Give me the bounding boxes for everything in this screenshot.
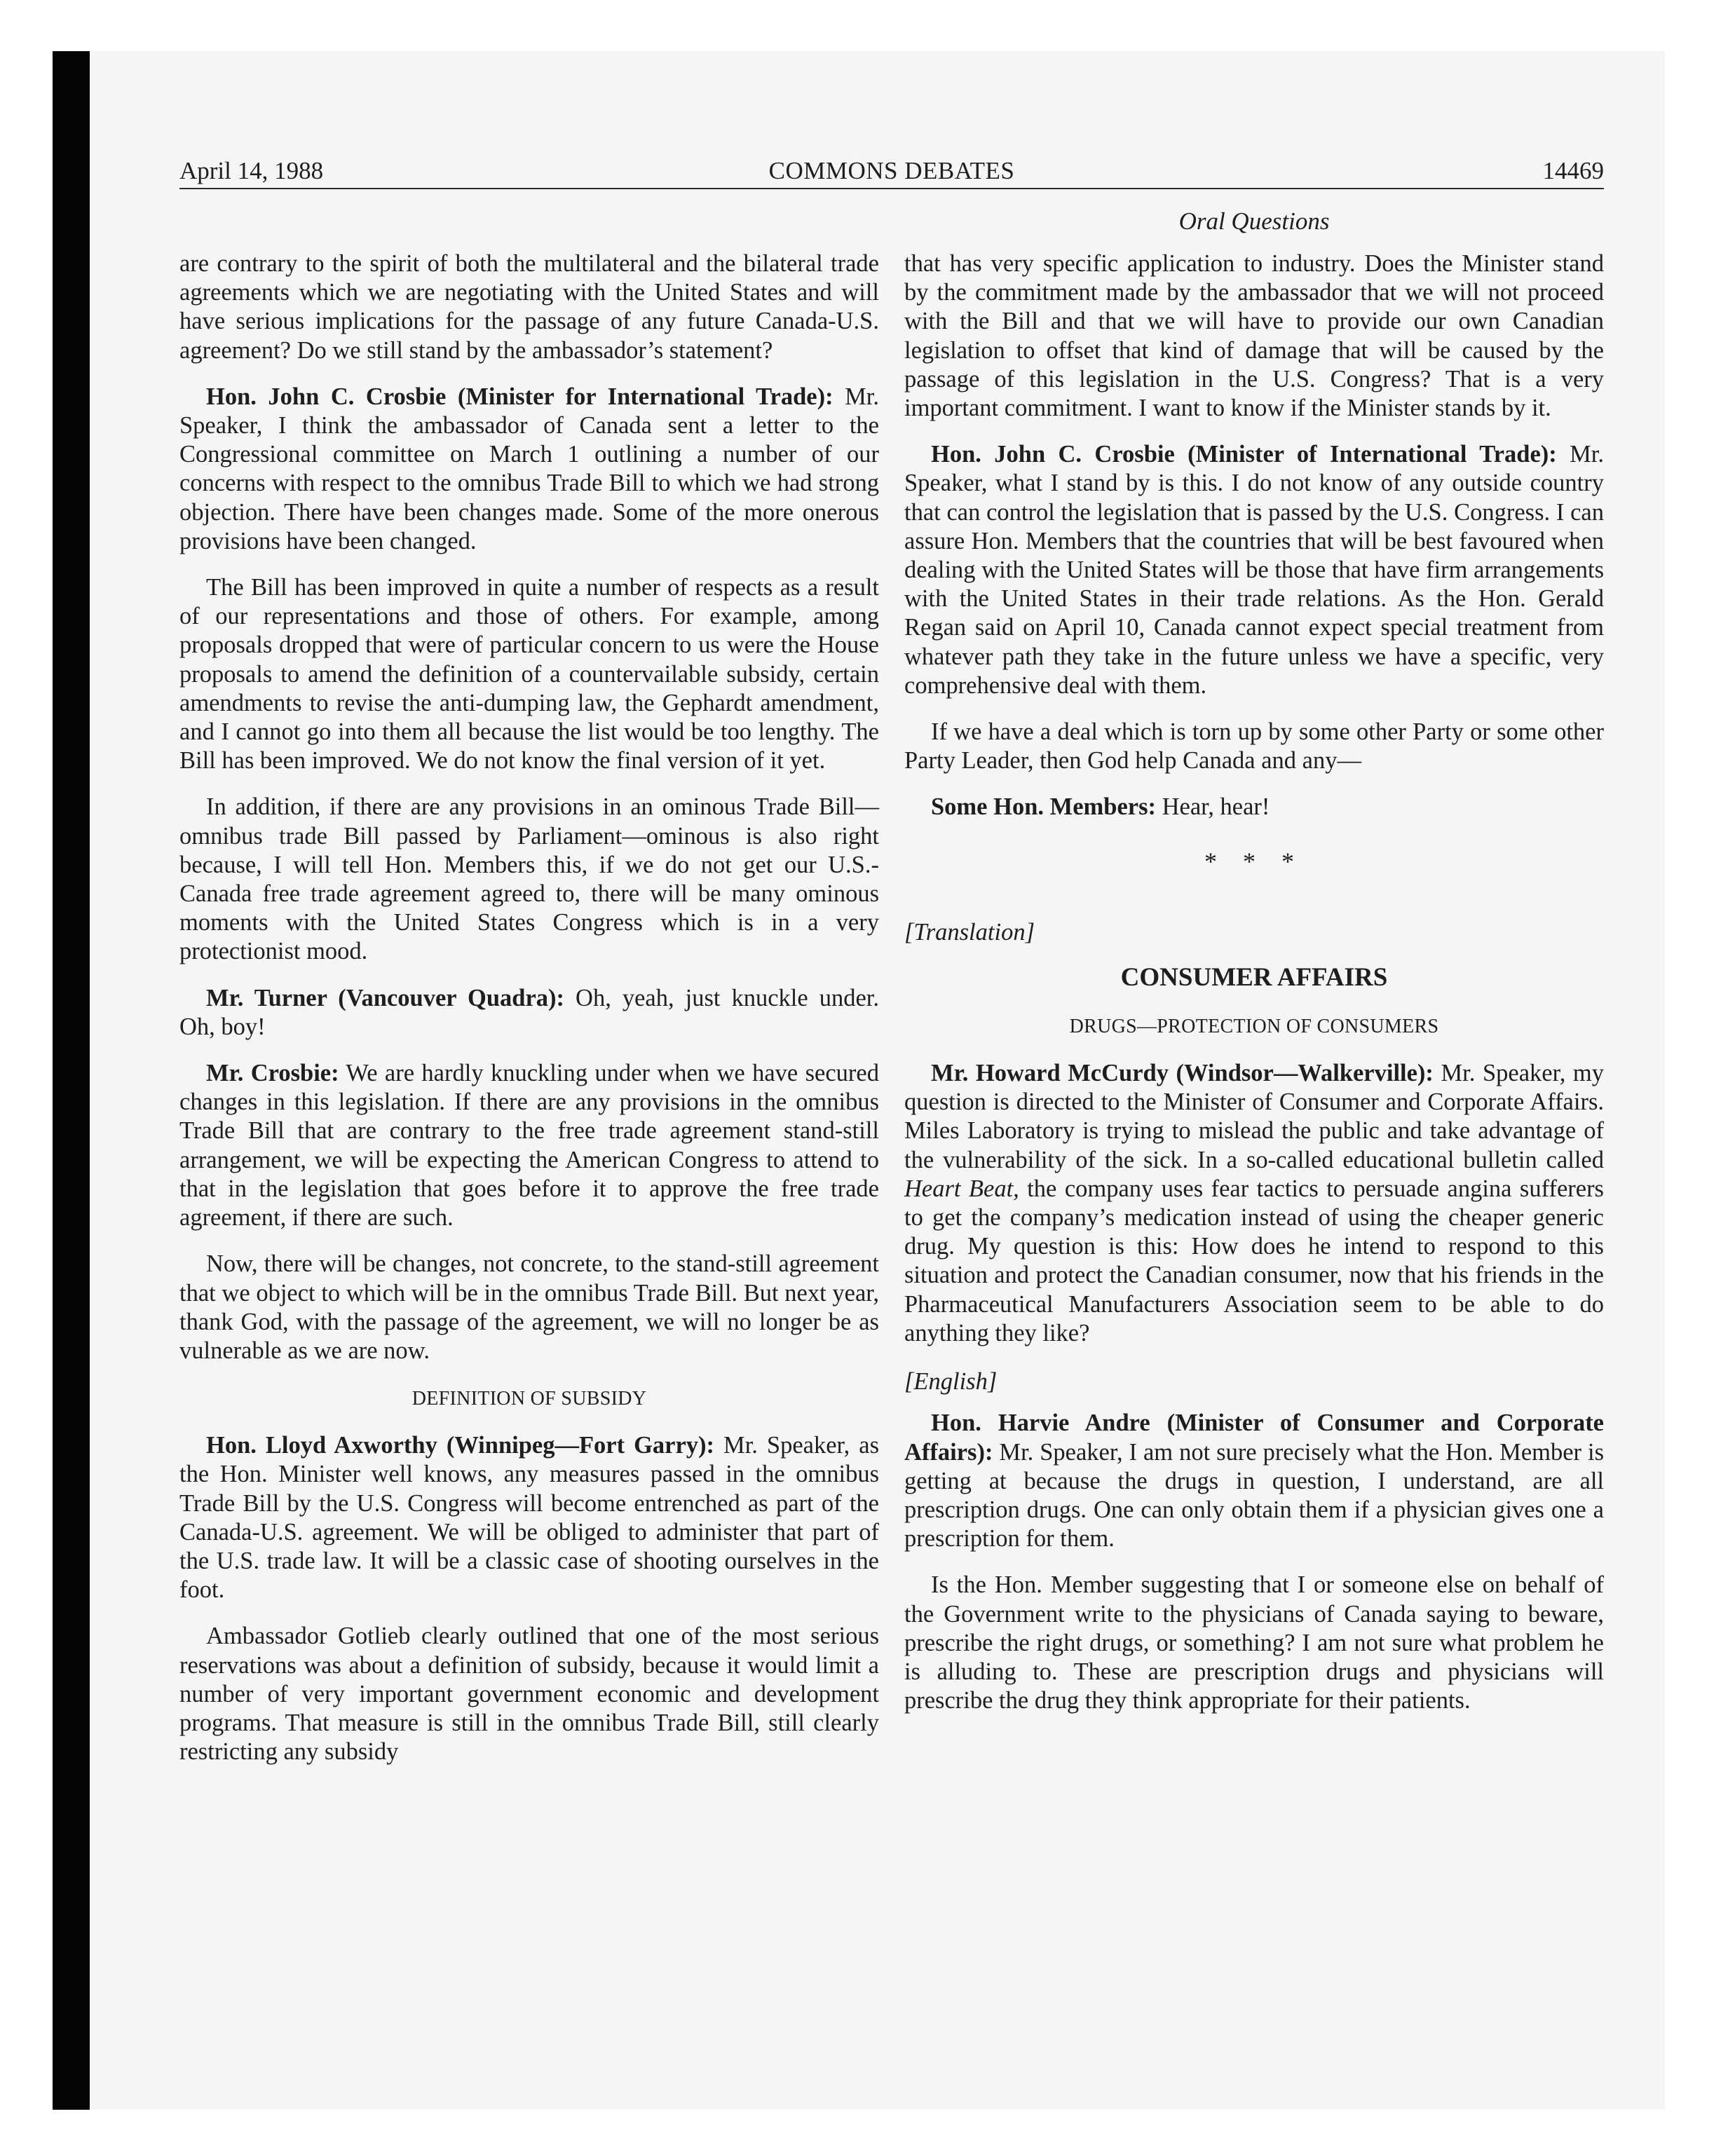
paragraph: [179, 1059, 879, 1232]
header-page-number: 14469: [1542, 157, 1604, 184]
header-title: COMMONS DEBATES: [768, 157, 1015, 184]
paragraph: are contrary to the spirit of both the multilateral and the bilateral trade agreements which we are negotiating with the United States and will have serious implications for the passage of any future Canada-U.S. agreement? Do we still stand by the ambassador’s statement?: [179, 250, 879, 364]
speech-text: Mr. Speaker, as the Hon. Minister well knows, any measures passed in the omnibus Trade Bill by the U.S. Congress will become entrenched as part of the Canada-U.S. agreement. We will be obliged to administer that part of the U.S. trade law. It will be a classic case of shooting ourselves in the foot.: [179, 1432, 880, 1604]
section-break-stars: * * *: [1204, 847, 1304, 875]
running-header: [179, 156, 1604, 186]
speaker-name: Hon. Lloyd Axworthy (Winnipeg—Fort Garry):: [206, 1432, 715, 1459]
paragraph: If we have a deal which is torn up by some other Party or some other Party Leader, then God help Canada and any—: [904, 718, 1604, 775]
paragraph: Now, there will be changes, not concrete, to the stand-still agreement that we object to which will be in the omnibus Trade Bill. But next year, thank God, with the passage of the agreement, we will no longer be as vulnerable as we are now.: [179, 1250, 879, 1364]
right-column: [904, 250, 1604, 1715]
header-date: April 14, 1988: [179, 157, 324, 184]
paragraph: that has very specific application to industry. Does the Minister stand by the commitment made by the ambassador that we will not proceed with the Bill and that we will have to provide our own Canadian legislation to offset that kind of damage that will be caused by the passage of this legislation in the U.S. Congress? That is a very important commitment. I want to know if the Minister stands by it.: [904, 250, 1604, 422]
speaker-name: Mr. Turner (Vancouver Quadra):: [206, 984, 564, 1011]
section-head: Oral Questions: [1178, 207, 1330, 235]
paragraph: [904, 1409, 1604, 1553]
paragraph: [904, 793, 1604, 821]
paragraph: [179, 1431, 879, 1604]
speaker-name: Hon. John C. Crosbie (Minister of International Trade):: [931, 441, 1557, 468]
speech-text: the company uses fear tactics to persuade angina sufferers to get the company’s medication instead of using the cheaper generic drug. My question is this: How does he intend to respond to this situation and protect the Canadian consumer, now that his friends in the Pharmaceutical Manufacturers Association seem to be able to do anything they like?: [904, 1175, 1604, 1346]
paragraph: [904, 1059, 1604, 1348]
publication-title: Heart Beat,: [904, 1175, 1019, 1202]
paragraph: [179, 984, 879, 1042]
speaker-name: Hon. John C. Crosbie (Minister for International Trade):: [206, 383, 834, 410]
paragraph: Ambassador Gotlieb clearly outlined that one of the most serious reservations was about a definition of subsidy, because it would limit a number of very important government economic and development programs. That measure is still in the omnibus Trade Bill, still clearly restricting any subsidy: [179, 1623, 879, 1766]
translation-marker: [Translation]: [904, 918, 1035, 946]
speech-text: Mr. Speaker, I think the ambassador of Canada sent a letter to the Congressional committee on March 1 outlining a number of our concerns with respect to the omnibus Trade Bill to which we had strong objection. There have been changes made. Some of the more onerous provisions have been changed.: [179, 383, 880, 554]
left-column: [179, 250, 879, 1766]
topic-heading: CONSUMER AFFAIRS: [1120, 963, 1388, 992]
subheading: DEFINITION OF SUBSIDY: [411, 1388, 647, 1410]
speech-text: Mr. Speaker, I am not sure precisely what the Hon. Member is getting at because the drugs in question, I understand, are all prescription drugs. One can only obtain them if a physician gives one a prescription for them.: [904, 1438, 1604, 1553]
speech-text: Mr. Speaker, what I stand by is this. I do not know of any outside country that can control the legislation that is passed by the U.S. Congress. I can assure Hon. Members that the countries that will be best favoured when dealing with the United States will be those that have firm arrangements with the United States in their trade relations. As the Hon. Gerald Regan said on April 10, Canada cannot expect special treatment from whatever path they take in the future unless we have a specific, very comprehensive deal with them.: [904, 441, 1604, 699]
paragraph: [904, 440, 1604, 700]
speech-text: Mr. Speaker, my question is directed to the Minister of Consumer and Corporate Affairs. Miles Laboratory is trying to mislead the public and take advantage of the vulnerability of the sick. In a so-called educational bulletin called: [904, 1060, 1604, 1173]
header-rule: [179, 188, 1604, 189]
speech-text: We are hardly knuckling under when we have secured changes in this legislation. If there are any provisions in the omnibus Trade Bill that are contrary to the free trade agreement stand-still arrangement, we will be expecting the American Congress to attend to that in the legislation that goes before it to approve the free trade agreement, if there are such.: [179, 1060, 879, 1231]
subheading: DRUGS—PROTECTION OF CONSUMERS: [1069, 1016, 1439, 1038]
paragraph: [179, 383, 879, 556]
speaker-name: Hon. Harvie Andre (Minister of Consumer and Corporate Affairs):: [904, 1410, 1604, 1466]
paragraph: Is the Hon. Member suggesting that I or someone else on behalf of the Government write to the physicians of Canada saying to beware, prescribe the right drugs, or something? I am not sure what problem he is alluding to. These are prescription drugs and physicians will prescribe the drug they think appropriate for their patients.: [904, 1571, 1604, 1714]
language-marker: [English]: [904, 1368, 998, 1396]
speaker-name: Mr. Howard McCurdy (Windsor—Walkerville):: [931, 1060, 1434, 1087]
scan-edge-bar: [53, 51, 90, 2110]
speech-text: Hear, hear!: [1155, 793, 1270, 821]
speaker-name: Mr. Crosbie:: [206, 1060, 339, 1087]
paragraph: In addition, if there are any provisions in an ominous Trade Bill—omnibus trade Bill passed by Parliament—ominous is also right because, I will tell Hon. Members this, if we do not get our U.S.-Canada free trade agreement agreed to, there will be many ominous moments with the United States Congress which is in a very protectionist mood.: [179, 793, 879, 965]
speech-text: Oh, yeah, just knuckle under. Oh, boy!: [179, 984, 879, 1040]
paragraph: The Bill has been improved in quite a number of respects as a result of our representations and those of others. For example, among proposals dropped that were of particular concern to us were the House proposals to amend the definition of a countervailable subsidy, certain amendments to revise the anti-dumping law, the Gephardt amendment, and I cannot go into them all because the list would be too lengthy. The Bill has been improved. We do not know the final version of it yet.: [179, 574, 879, 775]
speaker-name: Some Hon. Members:: [931, 793, 1156, 821]
